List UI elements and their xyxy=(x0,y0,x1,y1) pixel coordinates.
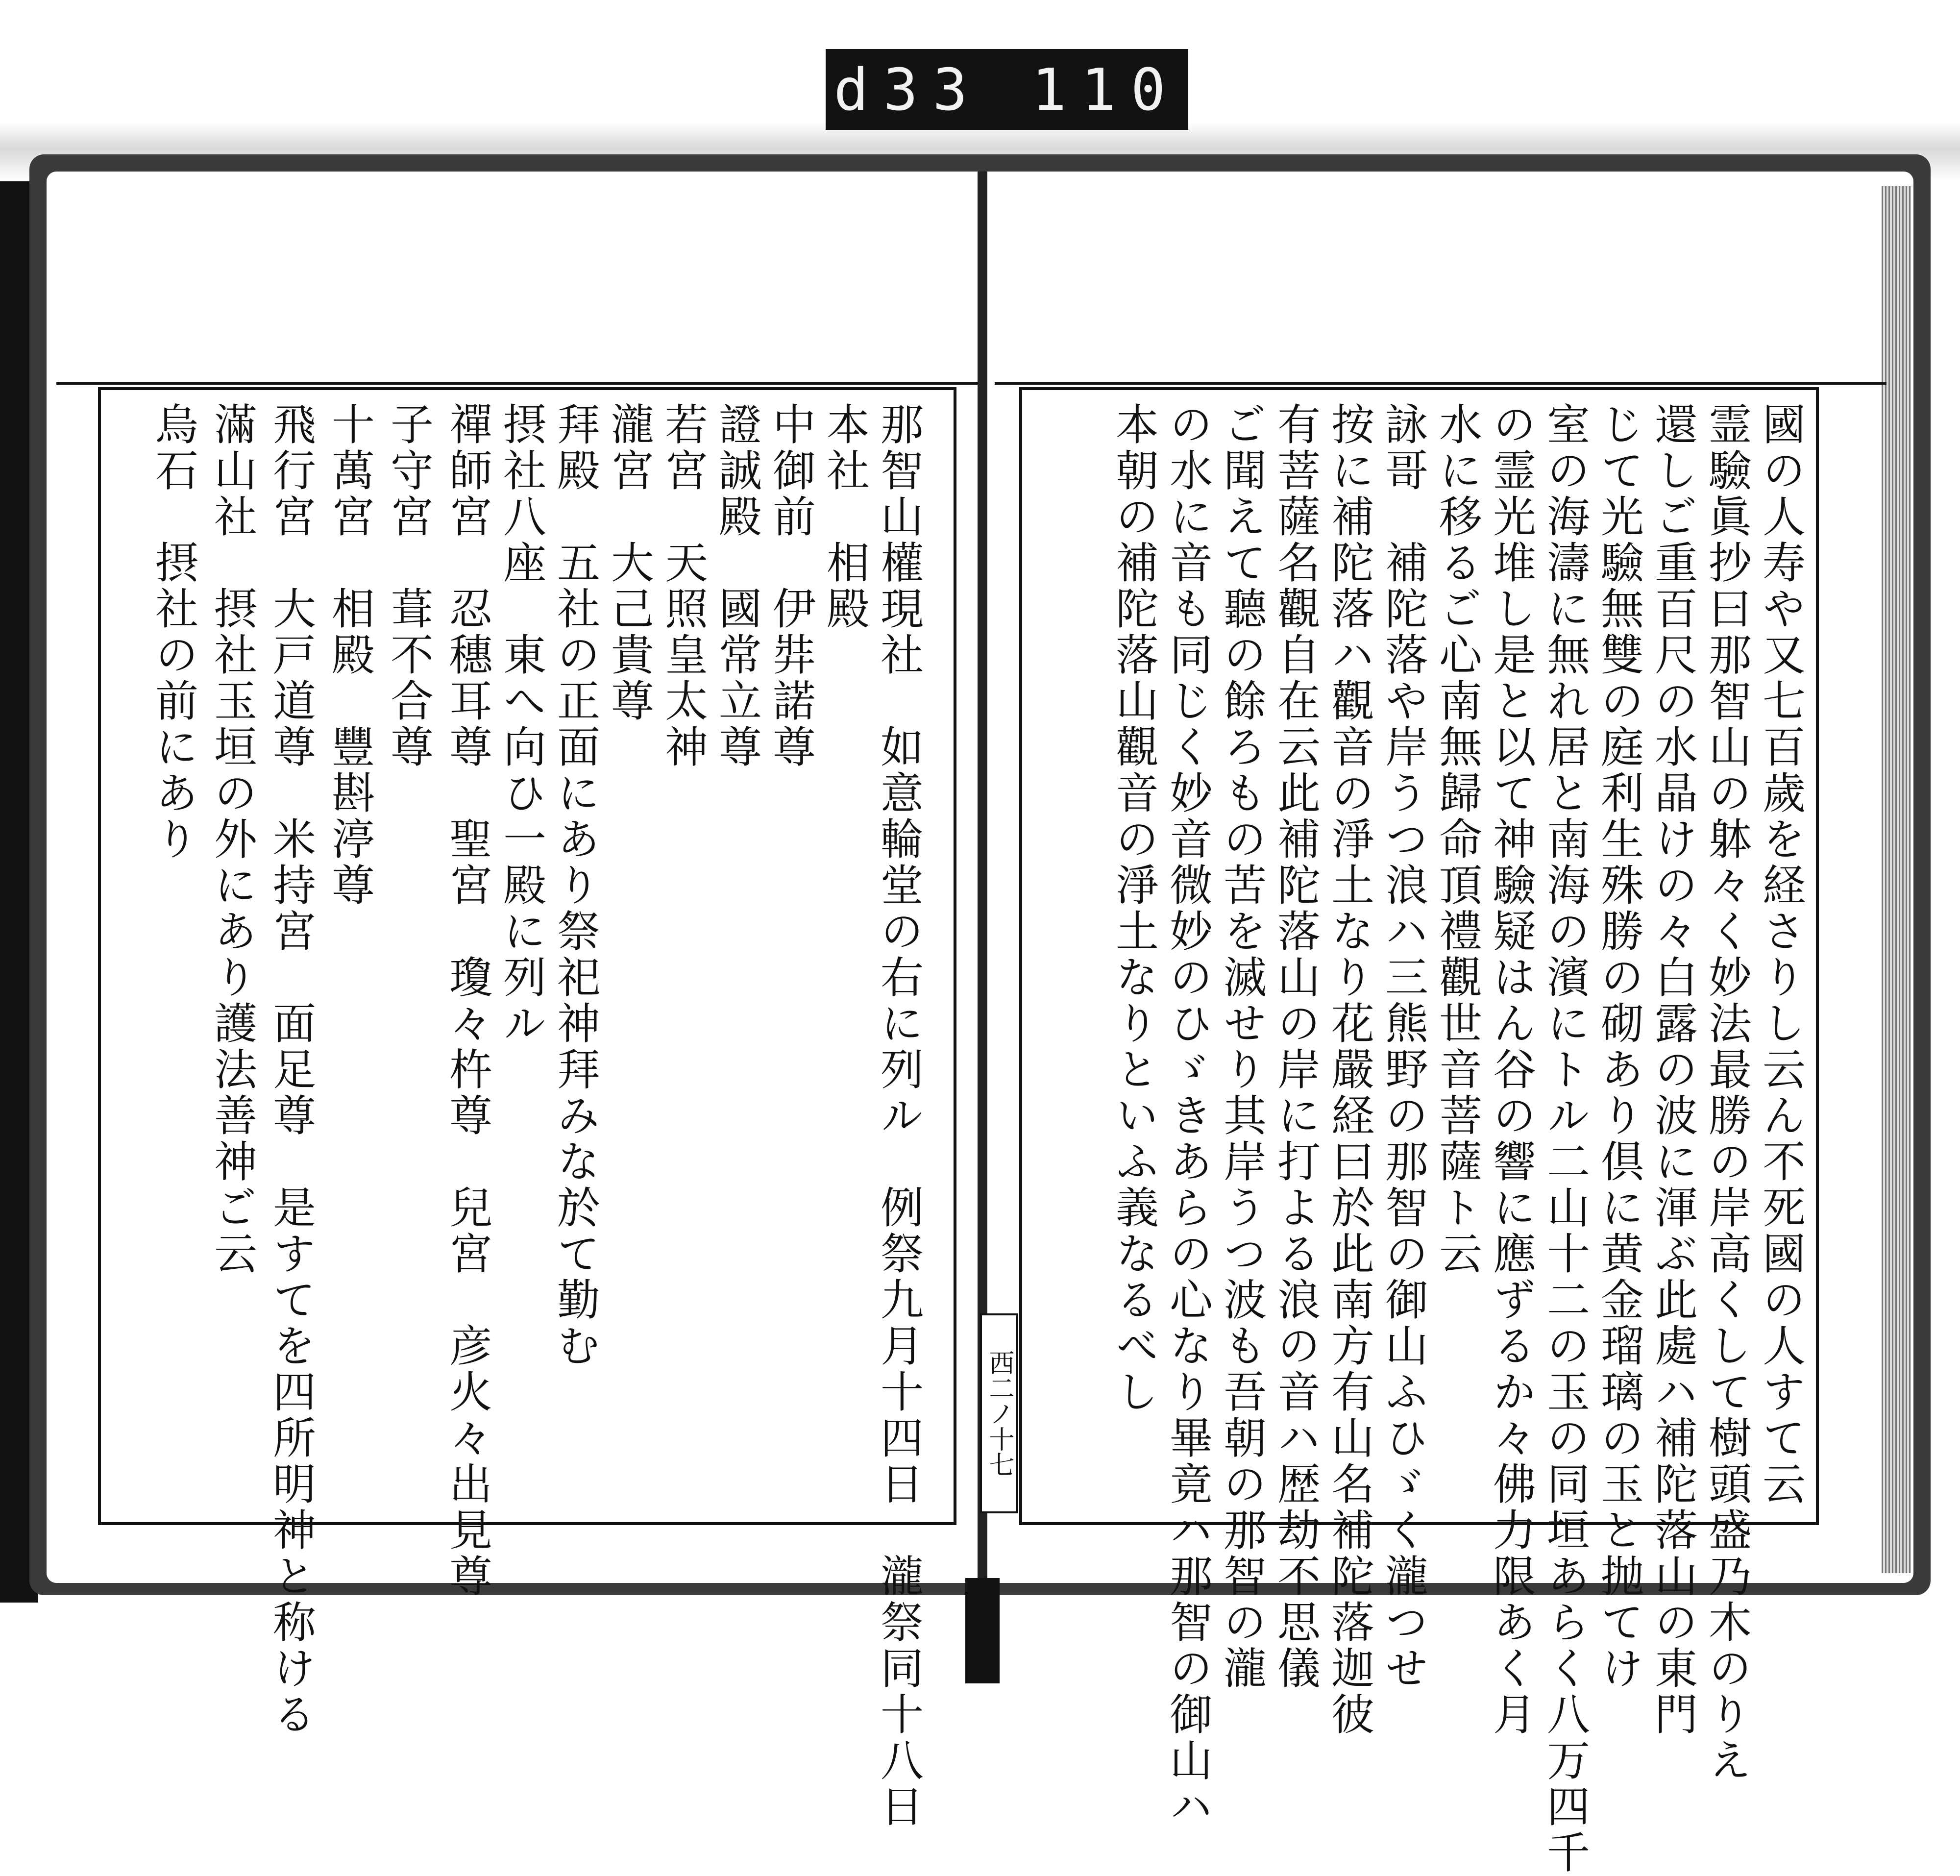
text-column: 國の人寿や又七百歲を経さりし云ん不死國の人すて云 xyxy=(1756,402,1806,1507)
text-column: の霊光堆し是と以て神驗疑はん谷の響に應ずるか々佛力限あく月 xyxy=(1486,402,1537,1738)
text-column: 水に移るご心南無歸命頂禮觀世音菩薩ト云 xyxy=(1432,402,1483,1277)
text-column: 滿山社 摂社玉垣の外にあり護法善神ご云 xyxy=(207,402,258,1277)
text-column: 按に補陀落ハ觀音の淨土なり花嚴経曰於此南方有山名補陀落迦彼 xyxy=(1324,402,1375,1738)
archive-id-tag: d33 110 xyxy=(826,49,1188,130)
text-column: 十萬宮 相殿 豐斟渟尊 xyxy=(325,402,375,909)
text-column: じて光驗無雙の庭利生殊勝の砌あり倶に黄金瑠璃の玉と抛てけ xyxy=(1594,402,1644,1692)
text-column: 摂社八座 東へ向ひ一殿に列ル xyxy=(496,402,547,1047)
fore-edge xyxy=(1882,186,1911,1573)
text-column: 烏石 摂社の前にあり xyxy=(148,402,199,863)
text-column: 子守宮 葺不合尊 xyxy=(384,402,434,770)
text-column: 拜殿 五社の正面にあり祭祀神拜みな於て勤む xyxy=(550,402,601,1369)
left-head-rule xyxy=(56,382,978,385)
text-column: 有菩薩名觀自在云此補陀落山の岸に打よる浪の音ハ歴劫不思儀 xyxy=(1271,402,1321,1692)
spine-shadow xyxy=(965,1578,1000,1683)
text-column: 霊驗眞抄曰那智山の躰々く妙法最勝の岸高くして樹頭盛乃木のりえ xyxy=(1702,402,1752,1784)
text-column: の水に音も同じく妙音微妙のひゞきあらの心なり畢竟ハ那智の御山ハ xyxy=(1163,402,1213,1830)
text-column: 證誠殿 國常立尊 xyxy=(712,402,762,770)
text-column: 還しご重百尺の水晶けの々白露の波に渾ぶ此處ハ補陀落山の東門 xyxy=(1648,402,1698,1738)
text-column: 若宮 天照皇太神 xyxy=(658,402,709,770)
text-column: 本朝の補陀落山觀音の淨土なりといふ義なるべし xyxy=(1109,402,1159,1415)
text-column: 詠哥 補陀落や岸うつ浪ハ三熊野の那智の御山ふひゞく瀧つせ xyxy=(1378,402,1429,1692)
text-column: 中御前 伊弉諾尊 xyxy=(766,402,816,770)
page-folio: 西二ノ十七 xyxy=(980,1313,1018,1513)
text-column: 本社 相殿 xyxy=(820,402,870,632)
text-column: ご聞えて聽の餘ろもの苦を滅せり其岸うつ波も吾朝の那智の瀧 xyxy=(1217,402,1267,1692)
text-column: 那智山權現社 如意輪堂の右に列ル 例祭九月十四日 瀧祭同十八日 xyxy=(874,402,924,1830)
text-column: 飛行宮 大戸道尊 米持宮 面足尊 是すてを四所明神と称ける xyxy=(266,402,317,1738)
text-column: 禪師宮 忍穗耳尊 聖宮 瓊々杵尊 兒宮 彦火々出見尊 xyxy=(442,402,493,1600)
right-head-rule xyxy=(995,382,1886,385)
text-column: 室の海濤に無れ居と南海の濱にトル二山十二の玉の同垣あらく八万四千 xyxy=(1540,402,1591,1876)
text-column: 瀧宮 大己貴尊 xyxy=(604,402,655,724)
